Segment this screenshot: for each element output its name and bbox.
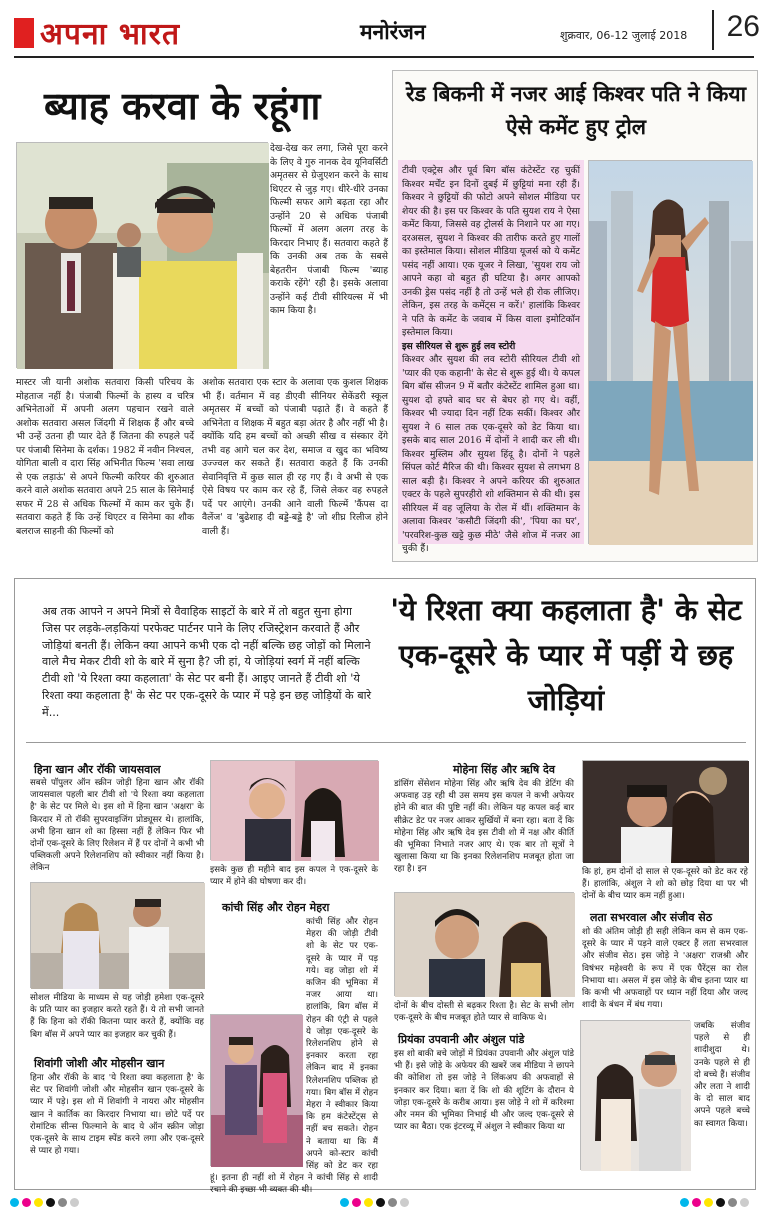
- article1-column-2: अशोक सतवारा एक स्टार के अलावा एक कुशल शिक्षक भी हैं। वर्तमान में वह डीएवी सीनियर सेकेंडरी स्कूल अमृतसर में बच्चों को पंजाबी पढ़ाते हैं। वे कहते हैं अभिनेता व शिक्षक में बहुत बड़ा अंतर है और नहीं भी है। क्योंकि यदि हम बच्चों को अच्छी सीख व संस्कार देंगे तभी वह आगे चल कर देश, समाज व खुद का भविष्य उज्ज्वल कर सकते हैं। सतवारा कहते हैं कि उनकी सेवानिवृत्ति में कुछ साल ही रह गए हैं। वे अभी से एक ऐसे विषय पर काम कर रहे हैं, जिसे लेकर वह रुपहले पर्दे पर आएंगे। उनकी आने वाली फिल्में 'कैंपस दा वैलेंज' व 'बुढेशाह दी बड्डे-बड्डे है' जो शीघ्र रिलीज होने वाली हैं।: [202, 377, 388, 537]
- light-grey-dot: [740, 1198, 749, 1207]
- article2-para1: टीवी एक्ट्रेस और पूर्व बिग बॉस कंटेस्टेंट रह चुकीं किश्वर मर्चेंट इन दिनों दुबई में छुट्टियां मना रही हैं। किश्वर ने छुट्टियों की फोटो अपने सोशल मीडिया पर शेयर की है। इस पर किश्वर के पति सुयश राय ने ऐसा कमेंट किया, जिससे वह ट्रोलर्स के निशाने पर आ गए। दरअसल, सुयश ने किश्वर की तारीफ करते हुए गालों का इस्तेमाल किया। सोशल मीडिया यूजर्स को ये कमेंट पसंद नहीं आया। एक यूजर ने लिखा, 'सुयश राय जो आपने कहा वो बहुत ही घटिया है। अगर आपको उनकी ड्रेस पसंद नहीं है तो उन्हें भले ही रोक लीजिए। लेकिन, इस तरह के कमेंट्स न करें।' हालांकि किश्वर ने पति के कमेंट के जवाब में किस वाला इमोटिकॉन इस्तेमाल किया।: [402, 165, 580, 338]
- issue-date: शुक्रवार, 06-12 जुलाई 2018: [560, 29, 688, 42]
- section-mohena-rishi-text-2: दोनों के बीच दोस्ती से बढ़कर रिश्ता है। सेट के सभी लोग एक-दूसरे के बीच मजबूत होते प्यार से वाकिफ थे।: [394, 1001, 574, 1024]
- grey-dot: [388, 1198, 397, 1207]
- mohena-rishi-photo: [394, 892, 574, 996]
- paper-name: अपना भारत: [40, 17, 181, 52]
- section-hina-rocky-text-2: सोशल मीडिया के माध्यम से यह जोड़ी हमेशा एक-दूसरे के प्रति प्यार का इजहार करते रहते हैं। ये तो सभी जानते हैं कि हिना को रॉकी कितना प्यार करते हैं, क्योंकि वह बिग बॉस में अपने प्यार का इजहार कर चुकी हैं।: [30, 993, 204, 1040]
- article3-headline: 'ये रिश्ता क्या कहलाता है' के सेट एक-दूसरे के प्यार में पड़ीं ये छह जोड़ियां: [390, 593, 742, 717]
- yellow-dot: [364, 1198, 373, 1207]
- black-dot: [716, 1198, 725, 1207]
- registration-marks-right: [680, 1192, 752, 1204]
- article2-body: [402, 164, 580, 554]
- priyanka-anshul-photo: [582, 760, 748, 862]
- section-lata-sanjeev-text-2: जबकि संजीव पहले से ही शादीशुदा थे। उनके पहले से ही दो बच्चे हैं। संजीव और लता ने शादी के दो साल बाद अपने पहले बच्चे का स्वागत किया।: [694, 1021, 750, 1129]
- article1-column-1: मास्टर जी यानी अशोक सतवारा किसी परिचय के मोहताज नहीं है। पंजाबी फिल्मों के हास्य व चरित्र अभिनेताओं में अपनी अलग पहचान रखने वाले अशोक सतवारा असल जिंदगी में शिक्षक हैं और बच्चे भी उन्हें उतना ही प्यार देते हैं जितना की रुपहले पर्दे पर पंजाबी सिनेमा के दर्शक। 1982 में नवीन निश्चल, योगिता बाली व दारा सिंह अभिनीत फिल्म 'सवा लाख से एक लड़ाऊं' से अपने फिल्मी करियर की शुरुआत करने वाले अशोक सतवारा अपने 25 साल के सिनेमाई सफर में 28 से अधिक फिल्मों में काम कर चुके हैं। सतवारा कहते हैं कि उन्हें थिएटर व सिनेमा का शौक बलराज साहनी की फिल्मों को: [16, 377, 194, 537]
- masthead-rule: [14, 56, 754, 58]
- cyan-dot: [680, 1198, 689, 1207]
- page-number: 26: [712, 10, 764, 50]
- section-shivangi-mohsin-title: शिवांगी जोशी और मोहसीन खान: [34, 1057, 165, 1070]
- masthead: [0, 0, 768, 66]
- hina-rocky-photo: [30, 882, 204, 988]
- registration-marks-center: [340, 1192, 412, 1204]
- section-mohena-rishi-text-1: डांसिंग सेंसेशन मोहेना सिंह और ऋषि देव की डेटिंग की अफवाह उड़ रही थी उस समय इस कपल ने कभी अफेयर होने की बात की पुष्टि नहीं की। लेकिन यह कपल कई बार सीक्रेट डेट पर नजर आकर सुर्खियों में बना रहा। बता दें कि मोहेना सिंह और ऋषि देव इस टीवी शो में नक्ष और कीर्ति की भूमिका निभाते नजर आए थे। एक बार तो सूत्रों ने खुलासा किया था कि इनका रिलेशनशिप मजबूत होता जा रहा है। इन: [394, 779, 574, 875]
- section-lata-sanjeev-title: लता सभरवाल और संजीव सेठ: [590, 911, 713, 924]
- section-priyanka-anshul-title: प्रियंका उपवानी और अंशुल पांडे: [398, 1033, 525, 1046]
- black-dot: [46, 1198, 55, 1207]
- article2-para2: किश्वर और सुयश की लव स्टोरी सीरियल टीवी शो 'प्यार की एक कहानी' के सेट से शुरू हुई थी। ये कपल बिग बॉस सीजन 9 में बतौर कंटेस्टेंट शामिल हुआ था। सुयश दो हफ्ते बाद घर से बेघर हो गए थे। वहीं, किश्वर भी ज्यादा दिन नहीं टिक सकीं। किश्वर और सुयश ने 6 साल तक एक-दूसरे को डेट किया था। इसके बाद साल 2016 में दोनों ने शादी कर ली थी। किश्वर मुस्लिम और सुयश हिंदू है। दोनों ने पहले सिंपल कोर्ट मैरिज की थी। किश्वर सुयश से लगभग 8 साल बड़ी है। किश्वर ने अपने करियर की शुरुआत एक्टर के पहले सुपरहीरो शो शक्तिमान से की थी। इस सीरियल में वह जूलिया के रोल में थीं। शक्तिमान के अलावा किश्वर 'कसौटी जिंदगी की', 'पिया का घर', 'परवरिश-कुछ खट्टे कुछ मीठे' जैसे शोज में नजर आ चुकी हैं।: [402, 354, 580, 554]
- section-kanchi-rohan-title: कांची सिंह और रोहन मेहरा: [222, 901, 330, 914]
- light-grey-dot: [70, 1198, 79, 1207]
- masthead-red-bar: [14, 18, 34, 48]
- section-kanchi-rohan-body: कांची सिंह और रोहन मेहरा की जोड़ी टीवी शो के सेट पर एक-दूसरे के प्यार में पड़ गये। वह जोड़ा शो में कजिन की भूमिका में नजर आया था। हालांकि, बिग बॉस में रोहन की एंट्री से पहले ये जोड़ा एक-दूसरे के रिलेशनशिप होने से इनकार करता रहा लेकिन बाद में इनका रिलेशनशिप पब्लिक हो गया। बिग बॉस में रोहन मेहरा ने स्वीकार किया कि हम कंटेस्टेंट्स से नहीं बच सकते। रोहन ने बताया था कि मैं अपने को-स्टार कांची सिंह को डेट कर रहा हूं। इतना ही नहीं शो में रोहन ने कांची सिंह से शादी रचाने की इच्छा भी व्यक्त की थी।: [210, 917, 378, 1196]
- light-grey-dot: [400, 1198, 409, 1207]
- section-kanchi-rohan-text: [210, 916, 378, 1196]
- kanchi-rohan-photo: [210, 1014, 302, 1166]
- article2-photo: [588, 160, 752, 544]
- section-priyanka-anshul-text-2: कि हां, हम दोनों दो साल से एक-दूसरे को डेट कर रहे हैं। हालांकि, अंशुल ने शो को छोड़ दिया था पर भी दोनों के बीच प्यार कम नहीं हुआ।: [582, 867, 748, 902]
- section-hina-rocky-text-1: सबसे पॉपुलर ऑन स्क्रीन जोड़ी हिना खान और रॉकी जायसवाल पहली बार टीवी शो 'ये रिश्ता क्या कहलाता है' के सेट पर मिले थे। इस शो में हिना खान 'अक्षरा' के किरदार में तो रॉकी सुपरवाइजिंग प्रोड्यूसर थे। हालांकि, अभी हिना खान शो का हिस्सा नहीं हैं लेकिन फिर भी दोनों एक-दूसरे के लिए रिलेशन में हैं पर दोनों ने कभी भी पब्लिकली अपने रिलेशनशिप को स्वीकार नहीं किया है। लेकिन: [30, 778, 204, 874]
- magenta-dot: [352, 1198, 361, 1207]
- grey-dot: [58, 1198, 67, 1207]
- article2-subhead: इस सीरियल से शुरू हुई लव स्टोरी: [402, 340, 516, 352]
- cyan-dot: [10, 1198, 19, 1207]
- article1-photo: [16, 142, 268, 368]
- magenta-dot: [22, 1198, 31, 1207]
- section-shivangi-mohsin-text-2: इसके कुछ ही महीने बाद इस कपल ने एक-दूसरे के प्यार में होने की घोषणा कर दी।: [210, 865, 378, 888]
- section-shivangi-mohsin-text-1: हिना और रॉकी के बाद 'ये रिश्ता क्या कहलाता है' के सेट पर शिवांगी जोशी और मोहसीन खान एक-दूसरे के प्यार में पड़े। इस शो में शिवांगी ने नायरा और मोहसीन खान ने कार्तिक का किरदार निभाया था। छोटे पर्दे पर रोमांटिक सीन्स फिल्माने के बाद ये ऑन स्क्रीन जोड़ा एक-दूसरे के साथ टाइम स्पेंड करने लगा और एक-दूसरे से प्यार हो गया।: [30, 1073, 204, 1157]
- section-priyanka-anshul-text-1: इस शो बाकी बचे जोड़ों में प्रियंका उपवानी और अंशुल पांडे भी हैं। इसे जोड़े के अफेयर की खबरें जब मीडिया ने छापने की कोशिश तो इस जोड़े ने लिंकअप की अफवाहों से इनकार कर दिया। बता दें कि शो की शूटिंग के दौरान ये जोड़ा एक-दूसरे के करीब आया। इस जोड़े ने शो में करिश्मा और नमन की भूमिका निभाई थी और जल्द एक-दूसरे से प्यार का बैठा। एक इंटरव्यू में अंशुल ने स्वीकार किया था: [394, 1049, 574, 1133]
- section-name: मनोरंजन: [360, 20, 426, 44]
- article1-headline: ब्याह करवा के रहूंगा: [44, 83, 321, 128]
- yellow-dot: [34, 1198, 43, 1207]
- section-lata-sanjeev-text-1: शो की अंतिम जोड़ी ही सही लेकिन कम से कम एक-दूसरे के प्यार में पड़ने वाले एक्टर हैं लता सभरवाल और संजीव सेठ। इस जोड़े ने 'अक्षरा' राजश्री और विषंभर महेश्वरी के रूप में एक पैरेंट्स का रोल निभाया था। असल में इस जोड़े के बीच इतना प्यार था कि कभी भी अफवाहों पर ध्यान नहीं दिया और जल्द शादी के बंधन में बंध गया।: [582, 927, 748, 1011]
- article3-divider: [26, 742, 746, 743]
- lata-sanjeev-photo: [580, 1020, 690, 1170]
- article3-intro: अब तक आपने न अपने मित्रों से वैवाहिक साइटों के बारे में तो बहुत सुना होगा जिस पर लड़के-लड़कियां परफेक्ट पार्टनर पाने के लिए रजिस्ट्रेशन करवाते हैं और जोड़ियां बनती हैं। लेकिन क्या आपने कभी एक दो नहीं बल्कि छह जोड़ों को मिलाने वाले मैच मेकर टीवी शो के बारे में सुना है? जी हां, ये जोड़ियां स्वर्ग में नहीं बल्कि टीवी शो 'ये रिश्ता क्या कहलाता' के सेट पर बनी हैं। आइए जानते हैं टीवी शो 'ये रिश्ता क्या कहलाता है' के सेट पर एक-दूसरे के प्यार में पड़े इन छह जोड़ियों के बारे में...: [42, 605, 372, 719]
- section-hina-rocky-title: हिना खान और रॉकी जायसवाल: [34, 763, 161, 776]
- black-dot: [376, 1198, 385, 1207]
- article2-headline: रेड बिकनी में नजर आई किश्वर पति ने किया ऐसे कमेंट हुए ट्रोल: [405, 82, 747, 139]
- shivangi-mohsin-photo: [210, 760, 378, 860]
- grey-dot: [728, 1198, 737, 1207]
- article1-side-text: देख-देख कर लगा, जिसे पूरा करने के लिए वे गुरु नानक देव यूनिवर्सिटी अमृतसर से ग्रेजुएशन करने के साथ थिएटर से जुड़ गए। धीरे-धीरे उनका फिल्मी सफर आगे बढ़ता रहा और उन्होंने 20 से अधिक पंजाबी फिल्मों में अलग अलग तरह के किरदार निभाए हैं। सतवारा कहते हैं कि उनकी अब तक के सबसे बेहतरीन पंजाबी फिल्म 'ब्याह कराके रहेंगे' रही है। इसके अलावा उन्होंने कई टीवी सीरियल्स में भी काम किया है।: [270, 143, 388, 316]
- yellow-dot: [704, 1198, 713, 1207]
- cyan-dot: [340, 1198, 349, 1207]
- section-mohena-rishi-title: मोहेना सिंह और ऋषि देव: [453, 763, 555, 776]
- registration-marks-left: [10, 1192, 82, 1204]
- magenta-dot: [692, 1198, 701, 1207]
